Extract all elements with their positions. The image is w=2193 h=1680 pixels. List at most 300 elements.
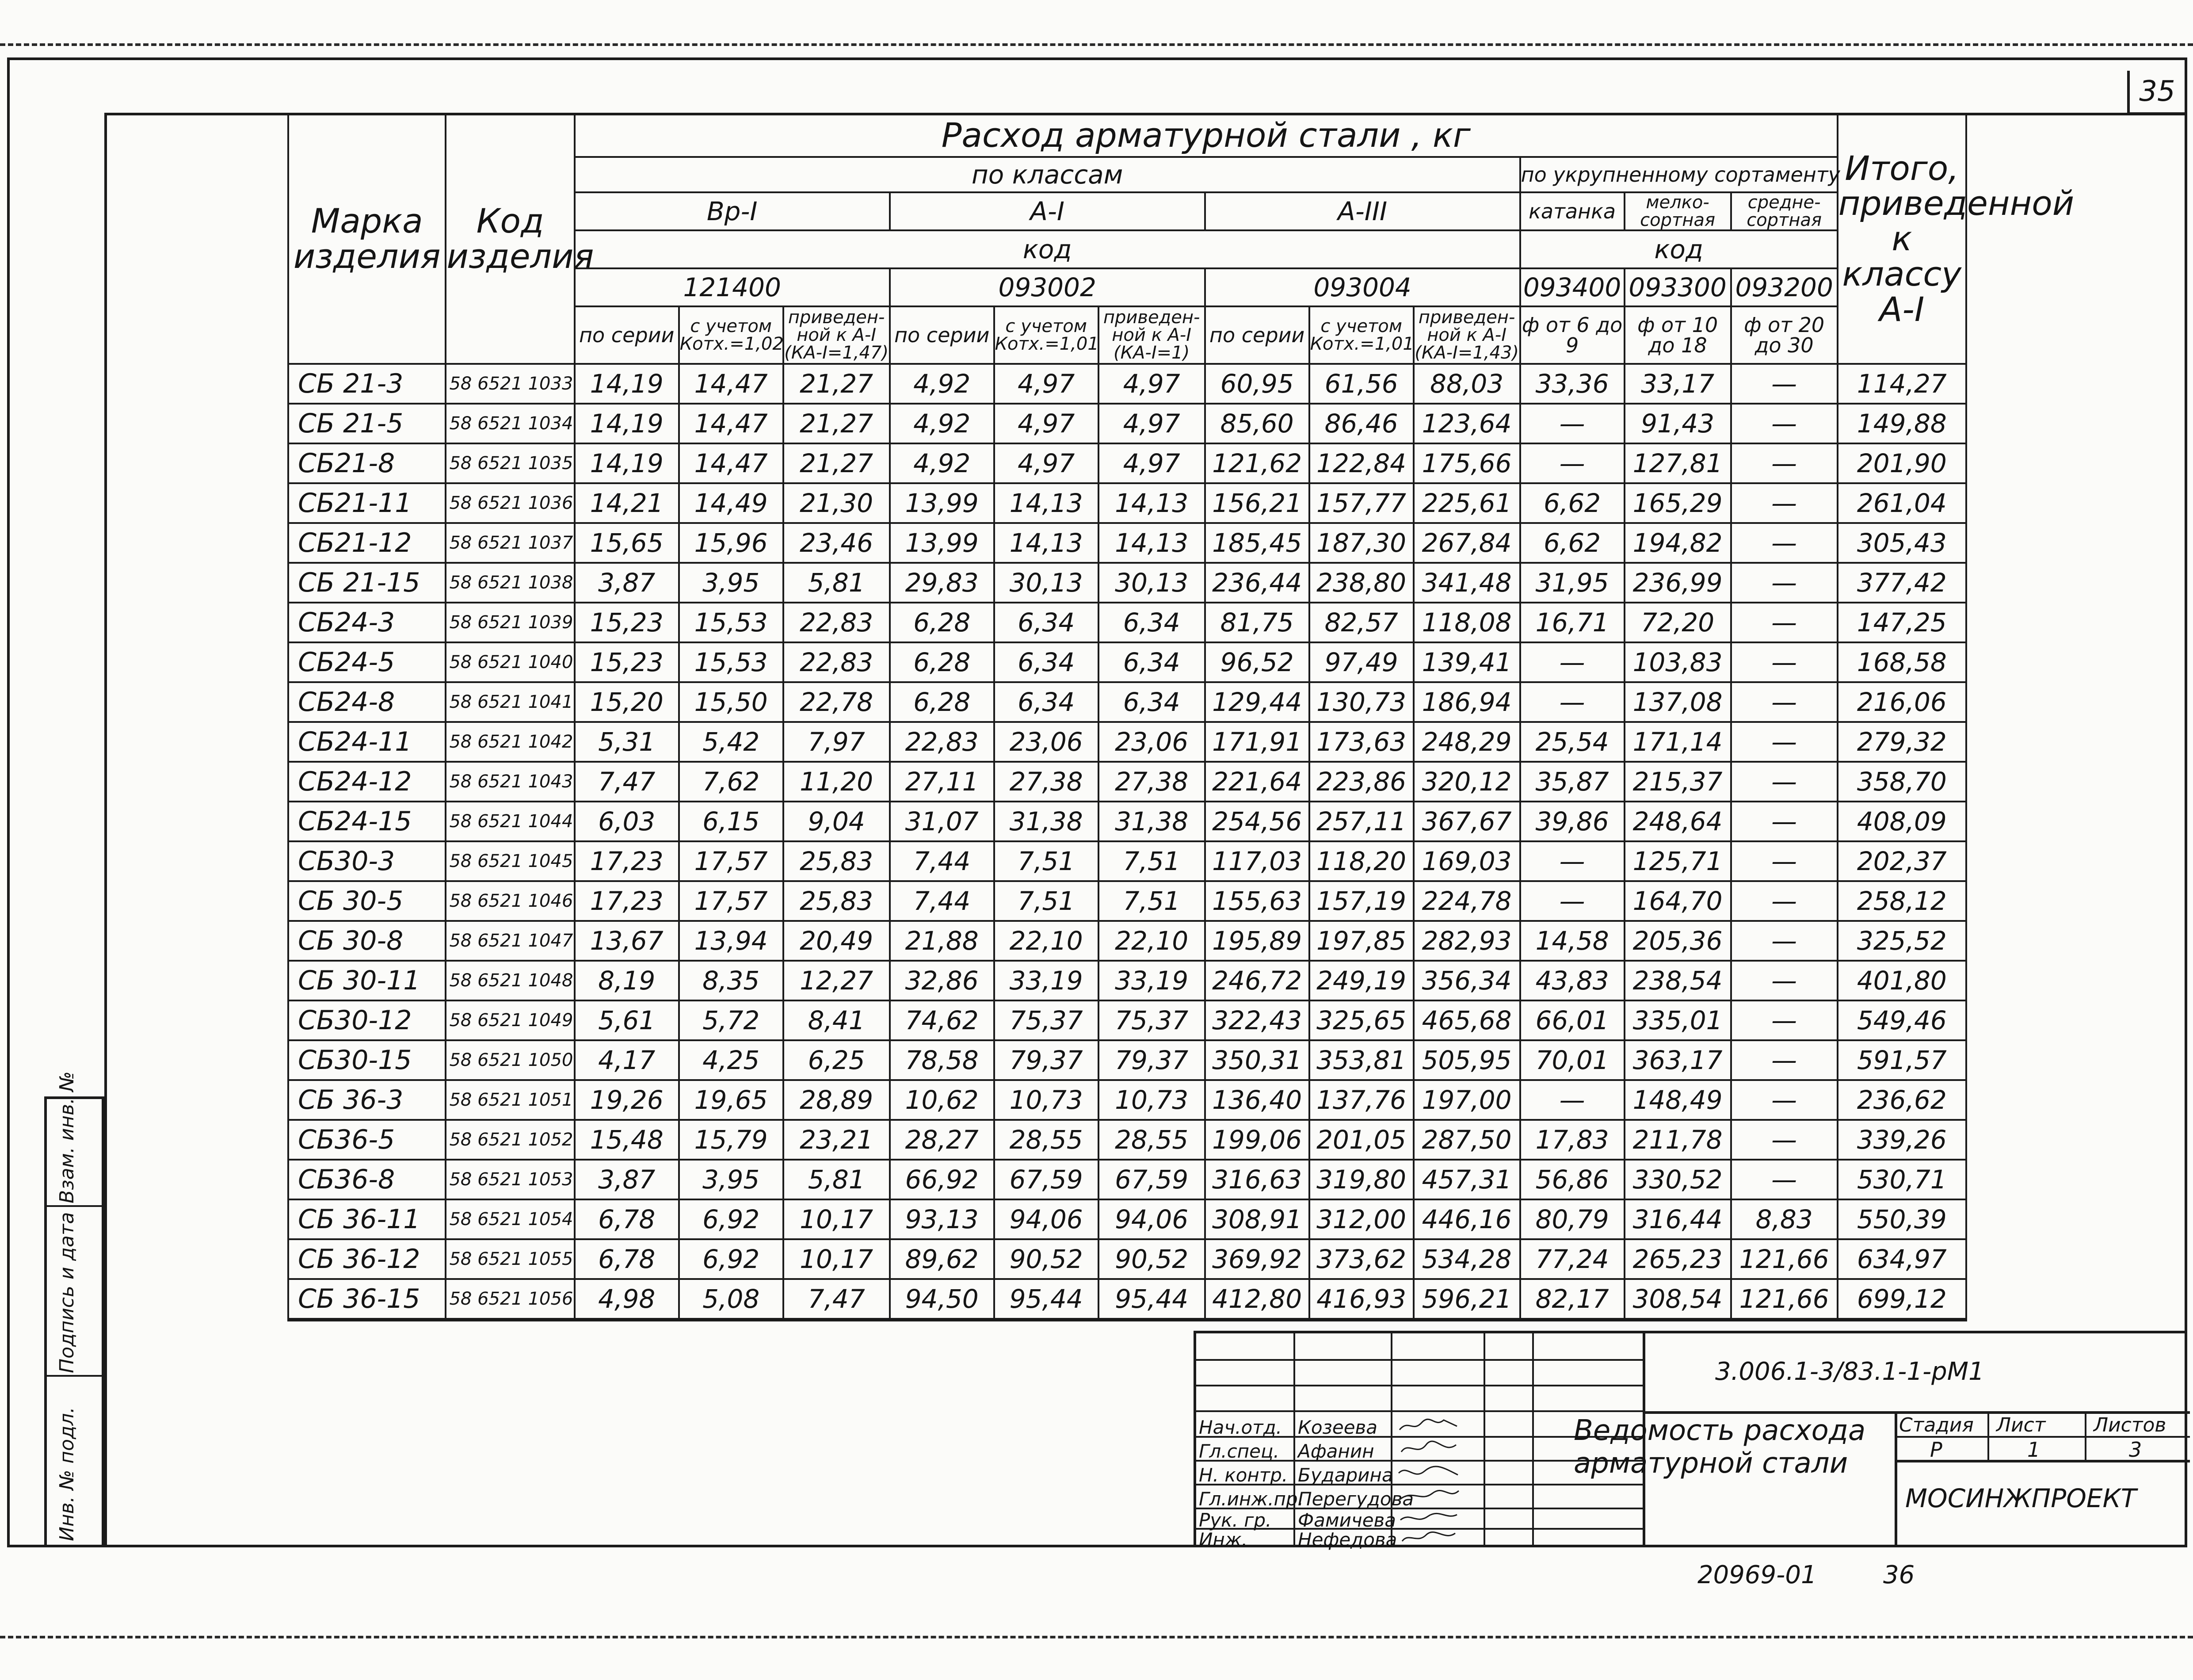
cell-mark: СБ24-5 — [288, 642, 446, 682]
cell-value: 6,34 — [1098, 642, 1205, 682]
cell-value: 31,38 — [1098, 802, 1205, 841]
cell-value: 236,99 — [1625, 563, 1731, 603]
cell-value: — — [1520, 443, 1625, 483]
cell-value: 10,17 — [783, 1239, 890, 1279]
cell-mark: СБ36-5 — [288, 1120, 446, 1160]
cell-value: 8,19 — [575, 961, 679, 1000]
cell-value: 634,97 — [1838, 1239, 1966, 1279]
cell-value: 15,20 — [575, 682, 679, 722]
cell-value: 12,27 — [783, 961, 890, 1000]
cell-value: 15,65 — [575, 523, 679, 563]
cell-code: 58 6521 1051 — [446, 1080, 574, 1120]
cell-value: 25,54 — [1520, 722, 1625, 762]
subheader-s-uchetom-bp: с учетом Котх.=1,02 — [679, 306, 783, 364]
cell-value: 22,10 — [1098, 921, 1205, 961]
cell-value: 335,01 — [1625, 1000, 1731, 1040]
header-class-a3: А-III — [1205, 192, 1520, 230]
cell-value: 31,38 — [994, 802, 1098, 841]
cell-code: 58 6521 1040 — [446, 642, 574, 682]
cell-value: 412,80 — [1205, 1279, 1309, 1320]
cell-value: 3,95 — [679, 1160, 783, 1199]
cell-value: 94,06 — [1098, 1199, 1205, 1239]
cell-value: — — [1731, 642, 1838, 682]
cell-value: 9,04 — [783, 802, 890, 841]
cell-value: — — [1731, 1120, 1838, 1160]
cell-value: 118,20 — [1309, 841, 1414, 881]
cell-value: 17,23 — [575, 841, 679, 881]
cell-value: 23,06 — [1098, 722, 1205, 762]
cell-value: 3,87 — [575, 563, 679, 603]
cell-value: 14,19 — [575, 443, 679, 483]
cell-value: 14,21 — [575, 483, 679, 523]
cell-value: 95,44 — [1098, 1279, 1205, 1320]
cell-value: — — [1731, 802, 1838, 841]
cell-code: 58 6521 1041 — [446, 682, 574, 722]
page-number: 36 — [1883, 1561, 1915, 1589]
cell-value: 6,34 — [994, 642, 1098, 682]
cell-value: 121,66 — [1731, 1279, 1838, 1320]
cell-value: 23,46 — [783, 523, 890, 563]
subheader-diam-melko: ф от 10 до 18 — [1625, 306, 1731, 364]
cell-value: 5,08 — [679, 1279, 783, 1320]
list-value: 1 — [2027, 1438, 2040, 1462]
cell-mark: СБ 21-15 — [288, 563, 446, 603]
header-marka: Марка изделия — [288, 114, 446, 364]
header-sredne: средне-сортная — [1731, 192, 1838, 230]
cell-value: 5,72 — [679, 1000, 783, 1040]
cell-value: 27,11 — [890, 762, 994, 802]
table-row — [288, 722, 1966, 762]
cell-value: 194,82 — [1625, 523, 1731, 563]
cell-value: 157,77 — [1309, 483, 1414, 523]
cell-code: 58 6521 1052 — [446, 1120, 574, 1160]
stadia-value: Р — [1930, 1438, 1942, 1462]
cell-mark: СБ 36-15 — [288, 1279, 446, 1320]
cell-value: 377,42 — [1838, 563, 1966, 603]
cell-value: 197,00 — [1414, 1080, 1520, 1120]
cell-value: 596,21 — [1414, 1279, 1520, 1320]
cell-value: 248,64 — [1625, 802, 1731, 841]
cell-value: 305,43 — [1838, 523, 1966, 563]
cell-value: 14,19 — [575, 404, 679, 443]
cell-value: 32,86 — [890, 961, 994, 1000]
cell-value: 7,97 — [783, 722, 890, 762]
cell-value: 5,42 — [679, 722, 783, 762]
cell-value: 8,41 — [783, 1000, 890, 1040]
cell-value: 156,21 — [1205, 483, 1309, 523]
cell-value: 22,83 — [783, 603, 890, 642]
sheet-number: 35 — [2139, 75, 2175, 108]
cell-value: 28,55 — [1098, 1120, 1205, 1160]
cell-value: 14,58 — [1520, 921, 1625, 961]
cell-value: 216,06 — [1838, 682, 1966, 722]
cell-mark: СБ30-12 — [288, 1000, 446, 1040]
cell-value: 14,13 — [994, 523, 1098, 563]
cell-value: 122,84 — [1309, 443, 1414, 483]
cell-value: 67,59 — [1098, 1160, 1205, 1199]
cell-value: 14,47 — [679, 404, 783, 443]
stadia-label: Стадия — [1899, 1414, 1974, 1436]
cell-value: 7,44 — [890, 841, 994, 881]
cell-mark: СБ 36-3 — [288, 1080, 446, 1120]
cell-value: 367,67 — [1414, 802, 1520, 841]
cell-value: 197,85 — [1309, 921, 1414, 961]
cell-value: 93,13 — [890, 1199, 994, 1239]
tb-row-line — [1196, 1410, 1643, 1412]
cell-value: 457,31 — [1414, 1160, 1520, 1199]
cell-value: 139,41 — [1414, 642, 1520, 682]
cell-value: 185,45 — [1205, 523, 1309, 563]
cell-code: 58 6521 1045 — [446, 841, 574, 881]
cell-value: 265,23 — [1625, 1239, 1731, 1279]
role-1: Нач.отд. — [1199, 1417, 1282, 1438]
cell-value: 350,31 — [1205, 1040, 1309, 1080]
subheader-priv-bp: приведен-ной к А-I (КА-I=1,47) — [783, 306, 890, 364]
cell-value: 308,91 — [1205, 1199, 1309, 1239]
cell-value: 103,83 — [1625, 642, 1731, 682]
code-katanka: 093400 — [1520, 268, 1625, 306]
cell-value: — — [1731, 1000, 1838, 1040]
cell-value: 75,37 — [994, 1000, 1098, 1040]
cell-value: 6,62 — [1520, 523, 1625, 563]
cell-value: 5,31 — [575, 722, 679, 762]
cell-mark: СБ 30-5 — [288, 881, 446, 921]
cell-value: 75,37 — [1098, 1000, 1205, 1040]
cell-mark: СБ24-3 — [288, 603, 446, 642]
cell-value: 43,83 — [1520, 961, 1625, 1000]
cell-value: 4,92 — [890, 443, 994, 483]
cell-value: 5,81 — [783, 563, 890, 603]
cell-code: 58 6521 1049 — [446, 1000, 574, 1040]
table-row — [288, 802, 1966, 841]
cell-value: 316,63 — [1205, 1160, 1309, 1199]
cell-value: 125,71 — [1625, 841, 1731, 881]
cell-value: 28,27 — [890, 1120, 994, 1160]
cell-value: 88,03 — [1414, 364, 1520, 404]
cell-value: 201,90 — [1838, 443, 1966, 483]
archive-number: 20969-01 — [1697, 1561, 1817, 1589]
cell-value: 312,00 — [1309, 1199, 1414, 1239]
cell-value: 202,37 — [1838, 841, 1966, 881]
cell-value: 28,55 — [994, 1120, 1098, 1160]
cell-value: 195,89 — [1205, 921, 1309, 961]
cell-code: 58 6521 1046 — [446, 881, 574, 921]
cell-value: 15,48 — [575, 1120, 679, 1160]
cell-value: 282,93 — [1414, 921, 1520, 961]
cell-value: 14,13 — [1098, 523, 1205, 563]
cell-value: 591,57 — [1838, 1040, 1966, 1080]
cell-value: 164,70 — [1625, 881, 1731, 921]
cell-code: 58 6521 1039 — [446, 603, 574, 642]
cell-value: 94,50 — [890, 1279, 994, 1320]
subheader-priv-a3: приведен-ной к А-I (КА-I=1,43) — [1414, 306, 1520, 364]
cell-value: 363,17 — [1625, 1040, 1731, 1080]
cell-value: 16,71 — [1520, 603, 1625, 642]
cell-value: 6,28 — [890, 642, 994, 682]
cell-value: — — [1731, 364, 1838, 404]
cell-value: 6,25 — [783, 1040, 890, 1080]
cell-value: 223,86 — [1309, 762, 1414, 802]
cell-value: 7,47 — [575, 762, 679, 802]
cell-value: 401,80 — [1838, 961, 1966, 1000]
table-row — [288, 603, 1966, 642]
table-row — [288, 682, 1966, 722]
cell-value: 22,83 — [783, 642, 890, 682]
cell-mark: СБ21-11 — [288, 483, 446, 523]
cell-code: 58 6521 1050 — [446, 1040, 574, 1080]
cell-value: 13,99 — [890, 483, 994, 523]
cell-value: 341,48 — [1414, 563, 1520, 603]
cell-value: 30,13 — [1098, 563, 1205, 603]
cell-value: 408,09 — [1838, 802, 1966, 841]
cell-value: 205,36 — [1625, 921, 1731, 961]
name-6: Нефедова — [1298, 1529, 1397, 1550]
cell-value: 373,62 — [1309, 1239, 1414, 1279]
cell-code: 58 6521 1056 — [446, 1279, 574, 1320]
cell-code: 58 6521 1043 — [446, 762, 574, 802]
cell-value: 6,34 — [1098, 682, 1205, 722]
cell-value: 4,97 — [994, 443, 1098, 483]
cell-value: 147,25 — [1838, 603, 1966, 642]
header-itogo: Итого, приведенной к классу А-I — [1838, 114, 1966, 364]
cell-value: 4,98 — [575, 1279, 679, 1320]
header-rashod: Расход арматурной стали , кг — [575, 114, 1838, 157]
cell-value: 79,37 — [1098, 1040, 1205, 1080]
cell-value: 17,57 — [679, 841, 783, 881]
cell-mark: СБ21-12 — [288, 523, 446, 563]
listov-label: Листов — [2094, 1414, 2166, 1436]
cell-value: 287,50 — [1414, 1120, 1520, 1160]
cell-value: 148,49 — [1625, 1080, 1731, 1120]
cell-code: 58 6521 1037 — [446, 523, 574, 563]
cell-value: 7,51 — [994, 881, 1098, 921]
top-border-dashes — [0, 43, 2193, 46]
cell-value: 22,10 — [994, 921, 1098, 961]
tb-col-line — [1895, 1411, 1897, 1547]
name-1: Козеева — [1298, 1417, 1378, 1438]
cell-value: 6,62 — [1520, 483, 1625, 523]
cell-value: 465,68 — [1414, 1000, 1520, 1040]
cell-value: 254,56 — [1205, 802, 1309, 841]
tb-col-line — [2085, 1411, 2086, 1460]
role-3: Н. контр. — [1199, 1464, 1288, 1486]
cell-value: 6,78 — [575, 1239, 679, 1279]
table-row — [288, 483, 1966, 523]
cell-value: 325,52 — [1838, 921, 1966, 961]
table-row — [288, 523, 1966, 563]
code-a1: 093002 — [890, 268, 1205, 306]
cell-value: — — [1731, 563, 1838, 603]
role-5: Рук. гр. — [1199, 1509, 1272, 1531]
cell-code: 58 6521 1033 — [446, 364, 574, 404]
cell-mark: СБ30-15 — [288, 1040, 446, 1080]
cell-value: 21,88 — [890, 921, 994, 961]
cell-code: 58 6521 1053 — [446, 1160, 574, 1199]
cell-value: 149,88 — [1838, 404, 1966, 443]
cell-value: 33,17 — [1625, 364, 1731, 404]
cell-mark: СБ21-8 — [288, 443, 446, 483]
cell-value: 236,62 — [1838, 1080, 1966, 1120]
cell-value: 534,28 — [1414, 1239, 1520, 1279]
cell-value: 72,20 — [1625, 603, 1731, 642]
cell-value: 33,19 — [1098, 961, 1205, 1000]
table-row — [288, 1160, 1966, 1199]
signature-3 — [1395, 1462, 1461, 1482]
cell-value: 82,57 — [1309, 603, 1414, 642]
cell-value: 7,62 — [679, 762, 783, 802]
cell-value: 15,23 — [575, 642, 679, 682]
table-row — [288, 404, 1966, 443]
cell-value: 22,78 — [783, 682, 890, 722]
cell-value: — — [1520, 404, 1625, 443]
cell-value: 121,62 — [1205, 443, 1309, 483]
side-stamp — [44, 1071, 104, 1547]
cell-value: 96,52 — [1205, 642, 1309, 682]
cell-value: 118,08 — [1414, 603, 1520, 642]
cell-value: 29,83 — [890, 563, 994, 603]
cell-value: 10,73 — [1098, 1080, 1205, 1120]
cell-value: 8,35 — [679, 961, 783, 1000]
cell-value: 13,94 — [679, 921, 783, 961]
cell-value: — — [1731, 722, 1838, 762]
cell-value: 121,66 — [1731, 1239, 1838, 1279]
cell-mark: СБ 21-5 — [288, 404, 446, 443]
cell-value: 3,87 — [575, 1160, 679, 1199]
cell-value: 15,53 — [679, 642, 783, 682]
cell-value: 319,80 — [1309, 1160, 1414, 1199]
header-class-bp: Вр-I — [575, 192, 890, 230]
table-row — [288, 1000, 1966, 1040]
cell-value: 224,78 — [1414, 881, 1520, 921]
cell-value: 6,92 — [679, 1199, 783, 1239]
table-row — [288, 841, 1966, 881]
cell-code: 58 6521 1042 — [446, 722, 574, 762]
cell-value: 173,63 — [1309, 722, 1414, 762]
cell-value: 129,44 — [1205, 682, 1309, 722]
cell-value: 94,06 — [994, 1199, 1098, 1239]
cell-value: 215,37 — [1625, 762, 1731, 802]
cell-code: 58 6521 1038 — [446, 563, 574, 603]
cell-value: 78,58 — [890, 1040, 994, 1080]
name-4: Перегудова — [1298, 1488, 1414, 1510]
tb-row-line — [1196, 1359, 1643, 1361]
cell-value: 322,43 — [1205, 1000, 1309, 1040]
cell-value: 74,62 — [890, 1000, 994, 1040]
document-title — [1574, 1415, 1865, 1480]
cell-code: 58 6521 1048 — [446, 961, 574, 1000]
cell-value: — — [1731, 523, 1838, 563]
cell-mark: СБ24-11 — [288, 722, 446, 762]
cell-value: 60,95 — [1205, 364, 1309, 404]
table-row — [288, 364, 1966, 404]
subheader-diam-katanka: ф от 6 до 9 — [1520, 306, 1625, 364]
code-melko: 093300 — [1625, 268, 1731, 306]
cell-mark: СБ30-3 — [288, 841, 446, 881]
cell-value: 23,06 — [994, 722, 1098, 762]
cell-value: 15,23 — [575, 603, 679, 642]
cell-value: 4,97 — [994, 364, 1098, 404]
cell-value: 17,83 — [1520, 1120, 1625, 1160]
cell-value: 8,83 — [1731, 1199, 1838, 1239]
cell-code: 58 6521 1054 — [446, 1199, 574, 1239]
cell-mark: СБ24-15 — [288, 802, 446, 841]
cell-value: 221,64 — [1205, 762, 1309, 802]
cell-value: 4,97 — [1098, 443, 1205, 483]
header-po-ukrup: по укрупненному сортаменту — [1520, 157, 1838, 192]
table-row — [288, 642, 1966, 682]
cell-value: 201,05 — [1309, 1120, 1414, 1160]
cell-value: 261,04 — [1838, 483, 1966, 523]
cell-value: 81,75 — [1205, 603, 1309, 642]
cell-value: 320,12 — [1414, 762, 1520, 802]
cell-value: 31,95 — [1520, 563, 1625, 603]
cell-value: 14,19 — [575, 364, 679, 404]
cell-value: 20,49 — [783, 921, 890, 961]
cell-value: — — [1520, 1080, 1625, 1120]
signature-5 — [1395, 1508, 1461, 1528]
cell-value: — — [1731, 881, 1838, 921]
table-row — [288, 881, 1966, 921]
cell-value: 19,26 — [575, 1080, 679, 1120]
cell-value: 85,60 — [1205, 404, 1309, 443]
cell-value: 169,03 — [1414, 841, 1520, 881]
cell-value: — — [1731, 404, 1838, 443]
cell-value: 28,89 — [783, 1080, 890, 1120]
cell-value: 30,13 — [994, 563, 1098, 603]
tb-col-line — [1293, 1333, 1295, 1547]
cell-value: 168,58 — [1838, 642, 1966, 682]
cell-value: 330,52 — [1625, 1160, 1731, 1199]
cell-value: 22,83 — [890, 722, 994, 762]
cell-value: 117,03 — [1205, 841, 1309, 881]
subheader-s-uchetom-a3: с учетом Котх.=1,01 — [1309, 306, 1414, 364]
cell-value: 446,16 — [1414, 1199, 1520, 1239]
cell-value: 7,44 — [890, 881, 994, 921]
cell-value: 7,47 — [783, 1279, 890, 1320]
cell-value: 356,34 — [1414, 961, 1520, 1000]
cell-value: 56,86 — [1520, 1160, 1625, 1199]
cell-value: 308,54 — [1625, 1279, 1731, 1320]
cell-mark: СБ24-8 — [288, 682, 446, 722]
cell-value: 13,99 — [890, 523, 994, 563]
cell-value: 14,47 — [679, 443, 783, 483]
cell-value: 416,93 — [1309, 1279, 1414, 1320]
document-code: 3.006.1-3/83.1-1-рМ1 — [1715, 1357, 1984, 1386]
cell-value: 155,63 — [1205, 881, 1309, 921]
cell-value: 70,01 — [1520, 1040, 1625, 1080]
name-3: Бударина — [1298, 1464, 1393, 1486]
cell-value: 225,61 — [1414, 483, 1520, 523]
cell-value: 6,34 — [1098, 603, 1205, 642]
cell-value: — — [1731, 682, 1838, 722]
cell-value: 5,61 — [575, 1000, 679, 1040]
cell-value: 66,92 — [890, 1160, 994, 1199]
cell-value: 91,43 — [1625, 404, 1731, 443]
cell-value: 10,73 — [994, 1080, 1098, 1120]
cell-value: 136,40 — [1205, 1080, 1309, 1120]
code-bp: 121400 — [575, 268, 890, 306]
rebar-consumption-table — [287, 113, 2075, 1321]
cell-value: 33,36 — [1520, 364, 1625, 404]
cell-value: 187,30 — [1309, 523, 1414, 563]
cell-value: 6,28 — [890, 682, 994, 722]
cell-value: 15,53 — [679, 603, 783, 642]
subheader-po-serii-a3: по серии — [1205, 306, 1309, 364]
code-a3: 093004 — [1205, 268, 1520, 306]
cell-value: 325,65 — [1309, 1000, 1414, 1040]
cell-value: 114,27 — [1838, 364, 1966, 404]
cell-value: — — [1520, 642, 1625, 682]
